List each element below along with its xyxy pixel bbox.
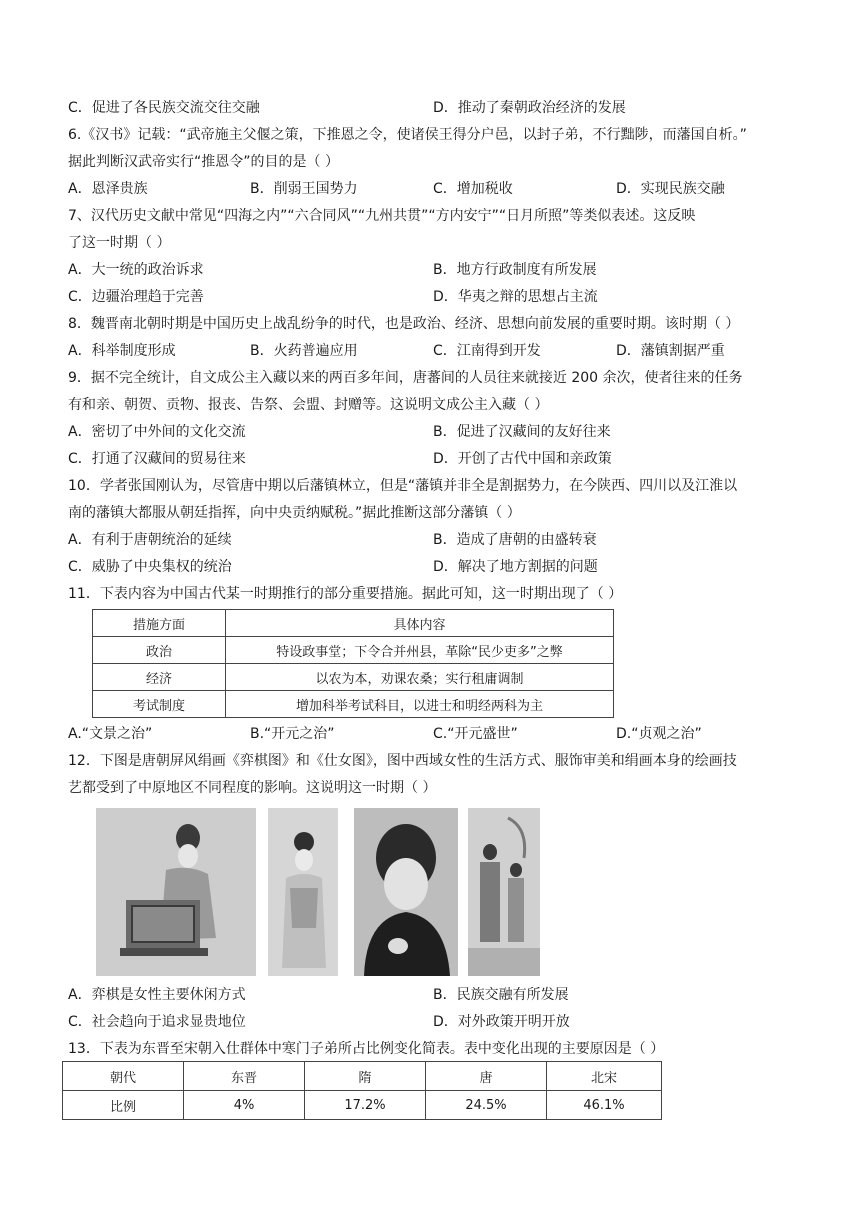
q8-option-a: A．科举制度形成 [68,343,176,359]
q10-option-d: D．解决了地方割据的问题 [433,559,598,575]
q9-stem-line1: 9．据不完全统计，自文成公主入藏以来的两百多年间，唐蕃间的人员往来就接近 200 余次，使者往来的任务 [68,370,743,386]
q11-option-b: B.“开元之治” [250,726,335,742]
q7-stem-line1: 7、汉代历史文献中常见“四海之内”“六合同风”“九州共贯”“方内安宁”“日月所照”等类似表述。这反映 [68,208,696,224]
table-header-cell: 隋 [305,1062,426,1091]
table-row [93,691,614,718]
q10-option-b: B．造成了唐朝的由盛转衰 [433,532,597,548]
figures-painting-image [468,808,540,976]
q9-stem-line2: 有和亲、朝贺、贡物、报丧、告祭、会盟、封赠等。这说明文成公主入藏（ ） [68,397,549,413]
table-row [93,664,614,691]
table-header-cell: 措施方面 [93,610,226,637]
table-header-cell: 北宋 [547,1062,662,1091]
table-cell: 政治 [93,637,226,664]
q9-option-d: D．开创了古代中国和亲政策 [433,451,612,467]
q11-option-a: A.“文景之治” [68,726,153,742]
q13-stem-line1: 13．下表为东晋至宋朝入仕群体中寒门子弟所占比例变化简表。表中变化出现的主要原因是（ ） [68,1041,665,1057]
q10-stem-line1: 10．学者张国刚认为，尽管唐中期以后藩镇林立，但是“藩镇并非全是割据势力，在今陕西、四川以及江淮以 [68,478,738,494]
table-cell: 以农为本，劝课农桑；实行租庸调制 [226,664,614,691]
table-row [63,1091,662,1120]
table-cell: 特设政事堂；下令合并州县，革除“民少吏多”之弊 [226,637,614,664]
table-cell: 增加科举考试科目，以进士和明经两科为主 [226,691,614,718]
q6-option-a: A．恩泽贵族 [68,181,148,197]
table-cell: 17.2% [305,1091,426,1120]
q11-measures-table [92,609,614,718]
q8-option-d: D．藩镇割据严重 [616,343,725,359]
q6-option-d: D．实现民族交融 [616,181,725,197]
q7-stem-line2: 了这一时期（ ） [68,235,171,251]
tang-paintings-figure [68,808,540,976]
table-cell: 经济 [93,664,226,691]
q9-option-b: B．促进了汉藏间的友好往来 [433,424,611,440]
table-header-row [63,1062,662,1091]
q13-ratio-table [62,1061,662,1120]
q8-stem-line1: 8．魏晋南北朝时期是中国历史上战乱纷争的时代，也是政治、经济、思想向前发展的重要时期。该时期（ ） [68,316,740,332]
q9-option-a: A．密切了中外间的文化交流 [68,424,246,440]
q10-option-a: A．有利于唐朝统治的延续 [68,532,232,548]
q11-option-c: C.“开元盛世” [433,726,518,742]
table-header-cell: 朝代 [63,1062,184,1091]
q6-option-c: C．增加税收 [433,181,513,197]
q10-option-c: C．威胁了中央集权的统治 [68,559,232,575]
q7-option-b: B．地方行政制度有所发展 [433,262,597,278]
table-cell: 考试制度 [93,691,226,718]
q7-option-d: D．华夷之辩的思想占主流 [433,289,598,305]
q12-stem-line1: 12．下图是唐朝屏风绢画《弈棋图》和《仕女图》，图中西域女性的生活方式、服饰审美和绢画本身的绘画技 [68,753,737,769]
lady-painting-image [268,808,338,976]
q12-option-b: B．民族交融有所发展 [433,987,569,1003]
q8-option-c: C．江南得到开发 [433,343,541,359]
q12-option-d: D．对外政策开明开放 [433,1014,570,1030]
q12-stem-line2: 艺都受到了中原地区不同程度的影响。这说明这一时期（ ） [68,780,437,796]
q12-option-a: A．弈棋是女性主要休闲方式 [68,987,246,1003]
table-header-row [93,610,614,637]
q5-option-d: D．推动了秦朝政治经济的发展 [433,100,626,116]
q10-stem-line2: 南的藩镇大都服从朝廷指挥，向中央贡纳赋税。”据此推断这部分藩镇（ ） [68,505,521,521]
q7-option-a: A．大一统的政治诉求 [68,262,204,278]
q6-option-b: B．削弱王国势力 [250,181,358,197]
table-cell: 4% [184,1091,305,1120]
q6-stem-line2: 据此判断汉武帝实行“推恩令”的目的是（ ） [68,154,339,170]
table-header-cell: 东晋 [184,1062,305,1091]
table-cell: 比例 [63,1091,184,1120]
table-header-cell: 具体内容 [226,610,614,637]
face-painting-image [354,808,458,976]
q5-option-c: C．促进了各民族交流交往交融 [68,100,260,116]
q11-stem-line1: 11．下表内容为中国古代某一时期推行的部分重要措施。据此可知，这一时期出现了（ ） [68,586,623,602]
q12-option-c: C．社会趋向于追求显贵地位 [68,1014,246,1030]
q11-option-d: D.“贞观之治” [616,726,702,742]
q8-option-b: B．火药普遍应用 [250,343,358,359]
table-row [93,637,614,664]
weiqi-painting-image [96,808,256,976]
q9-option-c: C．打通了汉藏间的贸易往来 [68,451,246,467]
q7-option-c: C．边疆治理趋于完善 [68,289,204,305]
table-cell: 24.5% [426,1091,547,1120]
q6-stem-line1: 6.《汉书》记载：“武帝施主父偃之策，下推恩之令，使诸侯王得分户邑，以封子弟，不行黜陟，而藩国自析。” [68,127,747,143]
table-header-cell: 唐 [426,1062,547,1091]
table-cell: 46.1% [547,1091,662,1120]
